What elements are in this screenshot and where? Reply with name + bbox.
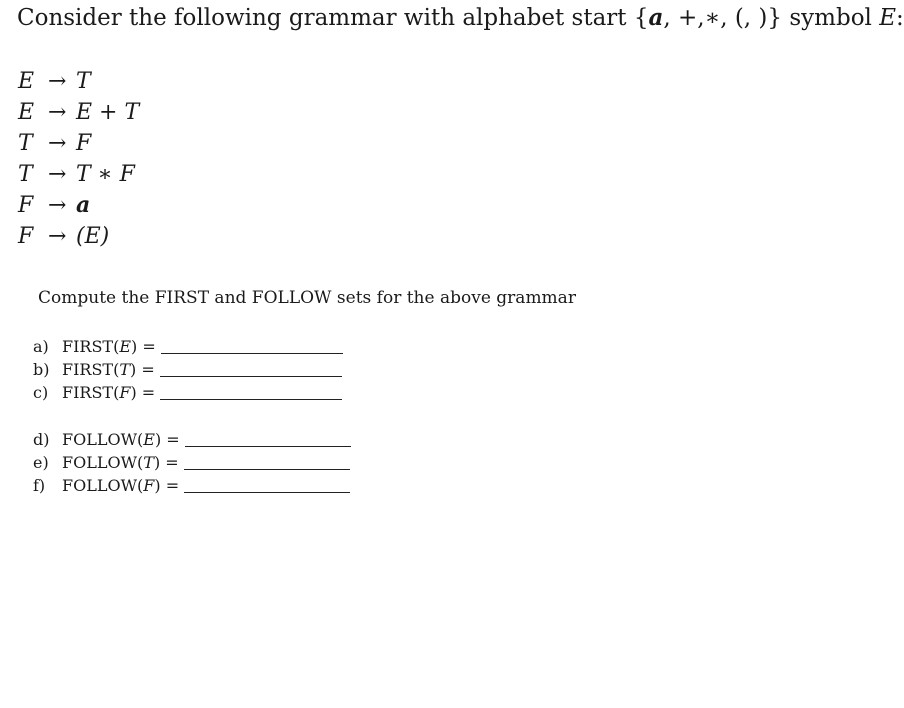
rule-arrow: → [48, 69, 67, 94]
grammar-rules [18, 66, 139, 252]
answer-blank [161, 335, 343, 354]
question-close: ) = [153, 453, 179, 472]
question-item [33, 358, 343, 381]
question-label: d) [33, 430, 50, 449]
task-prompt: Compute the FIRST and FOLLOW sets for the above grammar [38, 288, 576, 308]
question-arg: E [143, 430, 155, 449]
grammar-rule [18, 97, 139, 128]
rule-arrow: → [48, 224, 67, 249]
question-func: FIRST( [62, 360, 120, 379]
grammar-rule [18, 221, 139, 252]
answer-blank [160, 381, 342, 400]
grammar-rule [18, 66, 139, 97]
rule-rhs: T ∗ F [76, 162, 135, 187]
answer-blank [184, 451, 350, 470]
grammar-rule [18, 190, 139, 221]
heading-symbols-rest: , +,∗, (, )} [663, 5, 783, 31]
question-func: FIRST( [62, 337, 120, 356]
question-close: ) = [130, 383, 156, 402]
rule-lhs: E [18, 100, 35, 125]
rule-lhs: F [18, 193, 34, 218]
rule-lhs: F [18, 224, 34, 249]
question-item [33, 335, 343, 358]
question-item [33, 428, 351, 451]
question-func: FOLLOW( [62, 476, 144, 495]
heading-symbol-a: a [648, 4, 664, 31]
question-item [33, 474, 351, 497]
rule-lhs: T [18, 131, 33, 156]
rule-arrow: → [48, 162, 67, 187]
question-close: ) = [131, 337, 156, 356]
question-close: ) = [154, 476, 180, 495]
question-label: f) [33, 476, 46, 495]
follow-questions [33, 428, 351, 497]
rule-lhs: E [18, 69, 35, 94]
answer-blank [184, 474, 350, 493]
question-arg: F [143, 476, 155, 495]
rule-arrow: → [48, 193, 67, 218]
question-heading [17, 4, 904, 31]
question-func: FOLLOW( [62, 430, 144, 449]
first-questions [33, 335, 343, 404]
question-label: a) [33, 337, 49, 356]
answer-blank [185, 428, 351, 447]
rule-lhs: T [18, 162, 33, 187]
question-label: b) [33, 360, 50, 379]
grammar-rule [18, 128, 139, 159]
question-func: FOLLOW( [62, 453, 144, 472]
question-arg: T [143, 453, 154, 472]
rule-arrow: → [48, 131, 67, 156]
rule-rhs: E + T [76, 100, 140, 125]
question-arg: E [119, 337, 132, 356]
question-close: ) = [130, 360, 155, 379]
heading-start-symbol: E [879, 5, 896, 31]
question-close: ) = [154, 430, 180, 449]
heading-middle: symbol [782, 5, 880, 31]
question-item [33, 381, 343, 404]
rule-arrow: → [48, 100, 67, 125]
question-item [33, 451, 351, 474]
rule-rhs: F [76, 131, 92, 156]
heading-prefix: Consider the following grammar with alphabet start { [17, 5, 649, 31]
question-func: FIRST( [62, 383, 120, 402]
rule-rhs: a [76, 192, 91, 218]
rule-rhs: T [76, 69, 91, 94]
rule-rhs: (E) [76, 224, 110, 249]
question-arg: F [119, 383, 131, 402]
question-label: c) [33, 383, 49, 402]
answer-blank [160, 358, 342, 377]
question-label: e) [33, 453, 49, 472]
grammar-rule [18, 159, 139, 190]
heading-suffix: : [896, 5, 904, 31]
question-arg: T [119, 360, 131, 379]
